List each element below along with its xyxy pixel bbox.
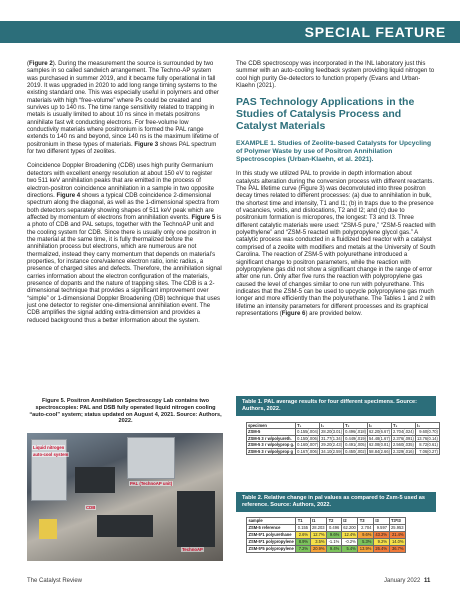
banner-title: SPECIAL FEATURE	[304, 24, 446, 40]
photo-label-pal: PAL (TechnoAP unit)	[130, 481, 173, 486]
table2-cell: ZSM-5*5 polypropylene	[248, 546, 294, 552]
table1-cell: 0.491(.005)	[345, 442, 367, 448]
photo-label-technoap: TechnoAP	[182, 547, 203, 552]
table1-cell: ZSM-5 3 r w/polyureth.	[247, 435, 296, 441]
table2-cell: ZSM-5*1 polyurethane	[247, 532, 296, 539]
table2-cell: 21.4%	[389, 532, 406, 539]
table2-cell: 9.597	[373, 525, 389, 532]
table1-header-cell: I₂	[368, 423, 392, 429]
table2-cell: 9.2%	[373, 539, 389, 546]
table2-cell: 26.4%	[375, 546, 388, 552]
photo-dewar	[177, 491, 215, 547]
paragraph-text: ) are provided below.	[305, 309, 363, 317]
table2-row	[247, 525, 406, 532]
table1-caption: Table 1. PAL average results for four different specimens. Source: Authors, 2022.	[236, 396, 436, 416]
table2-cell: 0.496	[327, 525, 342, 532]
table2-cell: 12.7%	[310, 532, 327, 539]
left-paragraph-2	[27, 162, 222, 324]
table1-cell: 62.20(6.67)	[369, 429, 390, 435]
table2-cell: ZSM-5 reference	[247, 525, 296, 532]
table1-cell: ZSM-5 3 r w/polyprop g.	[248, 442, 295, 448]
table2-cell: 8.9%	[296, 539, 310, 546]
table2-cell: 2.704	[358, 525, 374, 532]
table1-cell: 7.06(0.27)	[415, 448, 439, 454]
left-paragraph-1	[27, 60, 222, 155]
table2-header-row	[247, 518, 406, 525]
table2-row	[247, 539, 406, 546]
table2-cell: 36.7%	[389, 546, 406, 553]
table1-cell: 58.84(2.66)	[369, 448, 390, 454]
photo-label-autocool: auto-cool system	[33, 452, 69, 457]
photo-yellow-cart	[39, 519, 57, 539]
table2-cell: 3.5%	[310, 539, 327, 546]
paragraph-text: shows a typical CDB coincidence 2-dimensional spectrum along the diagonal, as well as the 1-dimensional spectra from both detectors separately showing shapes of 511 keV peak which are affected by momentum of electrons from annihilation events.	[27, 191, 220, 221]
figure-reference: Figure 3	[134, 140, 159, 148]
table2-cell: 9.6%	[358, 532, 374, 539]
table2-row	[247, 532, 406, 539]
photo-equipment	[75, 467, 115, 493]
page-number: 11	[424, 578, 431, 584]
table2-cell: 20.9%	[310, 546, 327, 553]
table1	[246, 422, 440, 455]
table2-cell: 9.4%	[327, 546, 342, 553]
example-heading: EXAMPLE 1. Studies of Zeolite-based Catalysts for Upcycling of Polymer Waste by use of Positron Annihilation Spectroscopies (Urban-Klaehn, et al. 2021).	[236, 140, 432, 164]
photo-monitor	[127, 437, 175, 479]
table1-header-cell: T₃	[391, 423, 415, 429]
table1-cell: 9.60(0.70)	[415, 429, 439, 435]
table1-cell: 13.76(0.14)	[416, 435, 438, 441]
table2-header-cell: I2	[341, 518, 358, 525]
table2-header-cell: sample	[247, 518, 296, 525]
table2-cell: 5.3%	[358, 539, 374, 546]
table1-cell: 2.329(.016)	[392, 448, 414, 454]
table2-cell: -0.2%	[341, 539, 358, 546]
section-heading: PAS Technology Applications in the Studies of Catalysis Process and Catalyst Materials	[236, 96, 415, 133]
paragraph-text: is a photo of CDB and PAL setups, together with the TechnoAP unit and the cooling system for CDB. Since there is usually only one positron in the material at the same time, it is fully thermalized before the annihilation process but electrons, which are numerous are not thermalized, instead they carry momentum that depends on material’s properties, for instance core/valence electron ratio, ionic radius, a presence of charged sites and defects. Therefore, the annihilation signal carries information about the electron configuration of the materials, presence of dopants and the nature of trapping sites. The CDB is a 2-dimensional technique that provides a significant improvement over “simple” or 1-dimensional Doppler Broadening (DB) technique that uses just one detector to register one-dimensional annihilation event. The CDB amplifies the signal adding extra-dimension and provides a reduced background thus a better information about the system.	[27, 213, 222, 324]
table1-header-cell: I₃	[415, 423, 439, 429]
table1-cell: 0.160(.007)	[297, 442, 319, 448]
table1-cell: 2.376(.091)	[392, 435, 414, 441]
right-intro-paragraph: The CDB spectroscopy was incorporated in the INL laboratory just this summer with an auto-cooling feedback system providing liquid nitrogen to cool high purity Ge-detectors to function properly (Evans and Urban-Klaehn (2021).	[236, 60, 435, 90]
figure-reference: Figure 5	[191, 213, 216, 221]
paragraph-text: shows PAL spectrum for two different types of zeolites.	[27, 140, 217, 156]
table1-cell: 0.450(.002)	[345, 448, 367, 454]
paragraph-text: ). During the measurement the source is surrounded by two samples in so called sandwich arrangement. The Techno-AP system was purchased in summer 2019, and it became fully operational in fall 2019. It was upgraded in 2020 to add long range timing systems to the existing standard one. This was especially useful in polymers and other materials with high “free-volume” where Ps could be created and survives up to 140 ns. The time range sensitivity related to trapping in metals is usually limited to about 10 ns since in metals positrons annihilate fast wit conducting electrons. For free-volume low conductivity materials where positronium is formed the PAL range extends to 140 ns and beyond, since 140 ns is the maximum lifetime of positronium in these types of materials.	[27, 60, 219, 148]
paragraph-text: Coincidence Doppler Broadening (CDB) uses high purity Germanium detectors with excellent energy resolution at about 150 eV to register two 511 keV annihilation peaks that are emitted in the process of electron-positron coincidence annihilation in a sample in two opposite directions.	[27, 162, 214, 199]
table1-cell: 0.155(.004)	[297, 429, 319, 435]
section-banner	[0, 9, 460, 43]
table2-cell: 12.4%	[341, 532, 358, 539]
table2-header-cell: T1	[296, 518, 310, 525]
table2-cell: 43.2%	[375, 532, 388, 538]
table2-header-cell: T3*I3	[389, 518, 406, 525]
table2-row	[247, 546, 406, 553]
table2-cell: 62.200	[343, 525, 356, 531]
table2-header-cell: T2	[327, 518, 342, 525]
table1-cell: 0.167(.006)	[297, 448, 319, 454]
left-column	[27, 60, 222, 331]
table2-header-cell: I1	[310, 518, 327, 525]
right-column	[236, 60, 436, 324]
table1-cell: 34.10(2.59)	[321, 448, 343, 454]
footer-date: January 2022	[384, 578, 421, 584]
table1-cell: 29.20(2.43)	[321, 442, 343, 448]
table1-row	[247, 448, 440, 454]
table1-cell: 0.496(.018)	[345, 429, 367, 435]
table2-cell: 7.2%	[296, 546, 310, 553]
figure-reference: Figure 2	[29, 60, 53, 67]
footer-publication: The Catalyst Review	[27, 578, 83, 584]
table1-cell: 0.150(.006)	[297, 435, 319, 441]
table1-cell: ZSM-5 3 r w/polyprop g	[247, 448, 296, 454]
table2-cell: 14.0%	[389, 539, 406, 546]
table2-cell: 28.203	[312, 525, 325, 531]
table2-cell: 13.9%	[359, 546, 372, 552]
photo-bench	[97, 515, 153, 537]
table1-cell: 2.704(.024)	[392, 429, 414, 435]
table2-cell: 2.6%	[296, 532, 310, 539]
right-body-paragraph	[236, 170, 436, 317]
table1-cell: ZSM-5	[247, 429, 296, 435]
table2-header-cell: I3	[373, 518, 389, 525]
table1-header-cell: specimen	[247, 423, 296, 429]
table1-header-cell: T₁	[296, 423, 320, 429]
photo-label-cdb: CDB	[86, 505, 96, 510]
table1-cell: 54.48(1.67)	[369, 435, 390, 441]
table2-cell: 0.155	[297, 525, 309, 531]
table2-header-cell: T3	[358, 518, 374, 525]
table2-cell: 25.953	[391, 525, 404, 531]
table2-cell: 5.4%	[341, 546, 358, 553]
figure-reference: Figure 6	[281, 309, 306, 317]
table2-caption: Table 2. Relative change in pal values as compared to Zsm-5 used as reference. Source: Authors, 2022.	[236, 492, 436, 512]
paragraph-text: (	[27, 60, 30, 67]
paragraph-text: In this study we utilized PAL to provide in depth information about catalysts alteration during the conversion process with different reactants. The PAL lifetime curve (Figure 3) was deconvoluted into three positron decay times related to different processes: (a) due to annihilation in bulk, the shortest time and intensity, T1 and I1; (b) in traps due to the presence of vacancies, voids, and dislocations, T2 and I2; and (c) due to positronium formation is micropores, the longest: T3 and I3. Three different catalytic materials were used: “ZSM-5 pure,” “ZSM-5 reacted with polyethylene” and “ZSM-5 reacted with polypropylene glycol gas.” A catalytic process was conducted in a fluidized bed reactor with a catalyst comprised of a zeolite with modifiers and metals at the University of South Carolina. The reaction of ZSM-5 with polyurethane introduced a significant change to positron parameters, while the reaction with polypropylene gas did not show a significant change in the range of error after one run. Only after five runs the reaction with polypropylene gas caused the level of changes similar to one run with polyurethane. This indicates that the ZSM-5 can be used to upcycle polypropylene gas much longer and more efficiently than the polyurethane. The Tables 1 and 2 with lifetime an intensity parameters for different processes and its graphical representations (	[236, 170, 436, 317]
lab-photo	[27, 433, 223, 561]
table1-cell: 28.20(3.01)	[321, 429, 343, 435]
table1-cell: 31.77(1.34)	[321, 435, 343, 441]
table1-cell: 62.08(0.81)	[369, 442, 390, 448]
table2	[246, 517, 406, 553]
photo-label-liquid-nitrogen: Liquid nitrogen	[33, 445, 65, 450]
table1-cell: 8.72(0.61)	[415, 442, 439, 448]
table2-cell: 9.6%	[327, 532, 342, 539]
table1-header-cell: T₂	[344, 423, 368, 429]
table2-cell: -1.1%	[328, 539, 340, 545]
table1-header-cell: I₁	[320, 423, 344, 429]
figure5-caption: Figure 5. Positron Annihilation Spectroscopy Lab contains two spectroscopies: PAL and DSB fully operated liquid nitrogen cooling “auto-cool” system; status updated on August 4, 2021. Source: Authors, 2022.	[29, 398, 222, 425]
table1-cell: 2.560(.035)	[392, 442, 414, 448]
table1-cell: 0.449(.019)	[345, 435, 367, 441]
table2-cell: ZSM-5*1 polypropylene	[248, 539, 294, 545]
figure-reference: Figure 4	[56, 191, 81, 199]
